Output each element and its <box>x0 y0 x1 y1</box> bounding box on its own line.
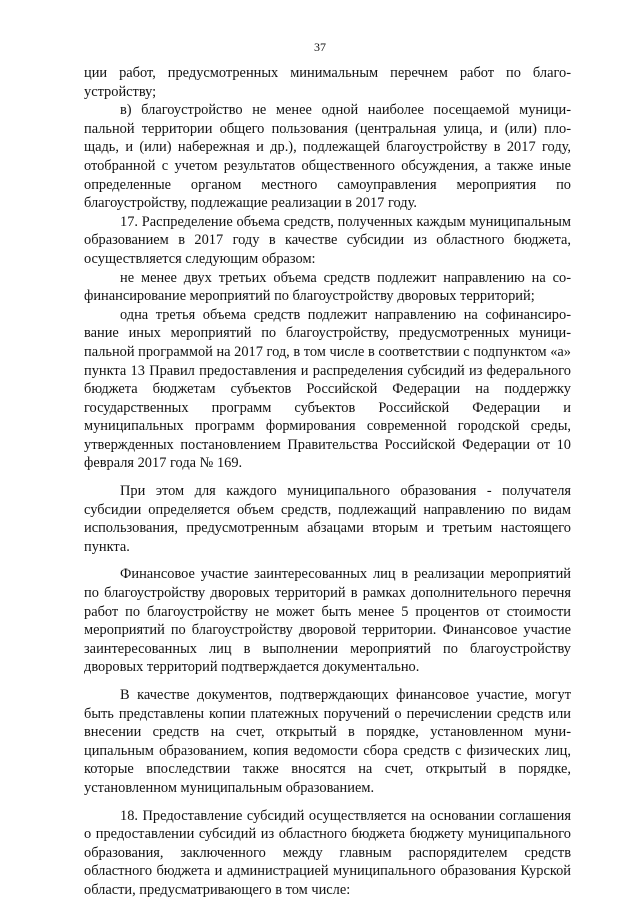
paragraph-financial-participation: Финансовое участие заинтересованных лиц в реализации мероприятий по благоустройству дворовых территорий в рамках дополнительного перечня работ по благоустройству не может быть менее 5 процентов от стоимости мероприятий по благоустройству дворовой территории. Финансовое участие заинтересованных лиц в выполнении мероприятий по благоустройству дворовых территорий подтверждается документально. <box>84 566 571 676</box>
paragraph-recipient-volume: При этом для каждого муниципального образования - получателя субсидии определяется объем средств, подлежащий направлению по видам использования, предусмотренным абзацами вторым и третьим настоящего пункта. <box>84 483 571 555</box>
page-number: 37 <box>314 40 326 54</box>
paragraph-one-third: одна третья объема средств подлежит направлению на софинансирование иных мероприятий по благоустройству, предусмотренных муниципальной программой на 2017 год, в том числе в соответствии с подпунктом «а» пункта 13 Правил предоставления и распределения субсидий из федерального бюджета бюджетам субъектов Российской Федерации на поддержку государственных программ субъектов Российской Федерации и муниципальных программ формирования современной городской среды, утвержденных постановлением Правительства Российской Федерации от 10 февраля 2017 года № 169. <box>84 306 571 472</box>
paragraph-supporting-documents: В качестве документов, подтверждающих финансовое участие, могут быть представлены копии платежных поручений о перечислении средств или внесении средств на счет, открытый в порядке, установленном муниципальным образованием, копия ведомости сбора средств с физических лиц, которые впоследствии также вносятся на счет, открытый в порядке, установленном муниципальным образованием. <box>84 687 571 796</box>
paragraph-clause-18: 18. Предоставление субсидий осуществляется на основании соглашения о предоставлении субсидий из областного бюджета бюджету муниципального образования, заключенного между главным распорядителем средств областного бюджета и администрацией муниципального образования Курской области, предусматривающего в том числе: <box>84 807 571 898</box>
paragraph-two-thirds: не менее двух третьих объема средств подлежит направлению на софинансирование мероприятий по благоустройству дворовых территорий; <box>84 269 571 305</box>
document-body <box>84 64 571 900</box>
paragraph-clause-17: 17. Распределение объема средств, полученных каждым муниципальным образованием в 2017 году в качестве субсидии из областного бюджета, осуществляется следующим образом: <box>84 213 571 267</box>
paragraph-item-v: в) благоустройство не менее одной наиболее посещаемой муниципальной территории общего пользования (центральная улица, и (или) площадь, и (или) набережная и др.), подлежащей благоустройству в 2017 году, отобранной с учетом результатов общественного обсуждения, а также иные определенные органом местного самоуправления мероприятия по благоустройству, подлежащие реализации в 2017 году. <box>84 102 571 212</box>
paragraph-continuation: ции работ, предусмотренных минимальным перечнем работ по благоустройству; <box>84 65 571 100</box>
